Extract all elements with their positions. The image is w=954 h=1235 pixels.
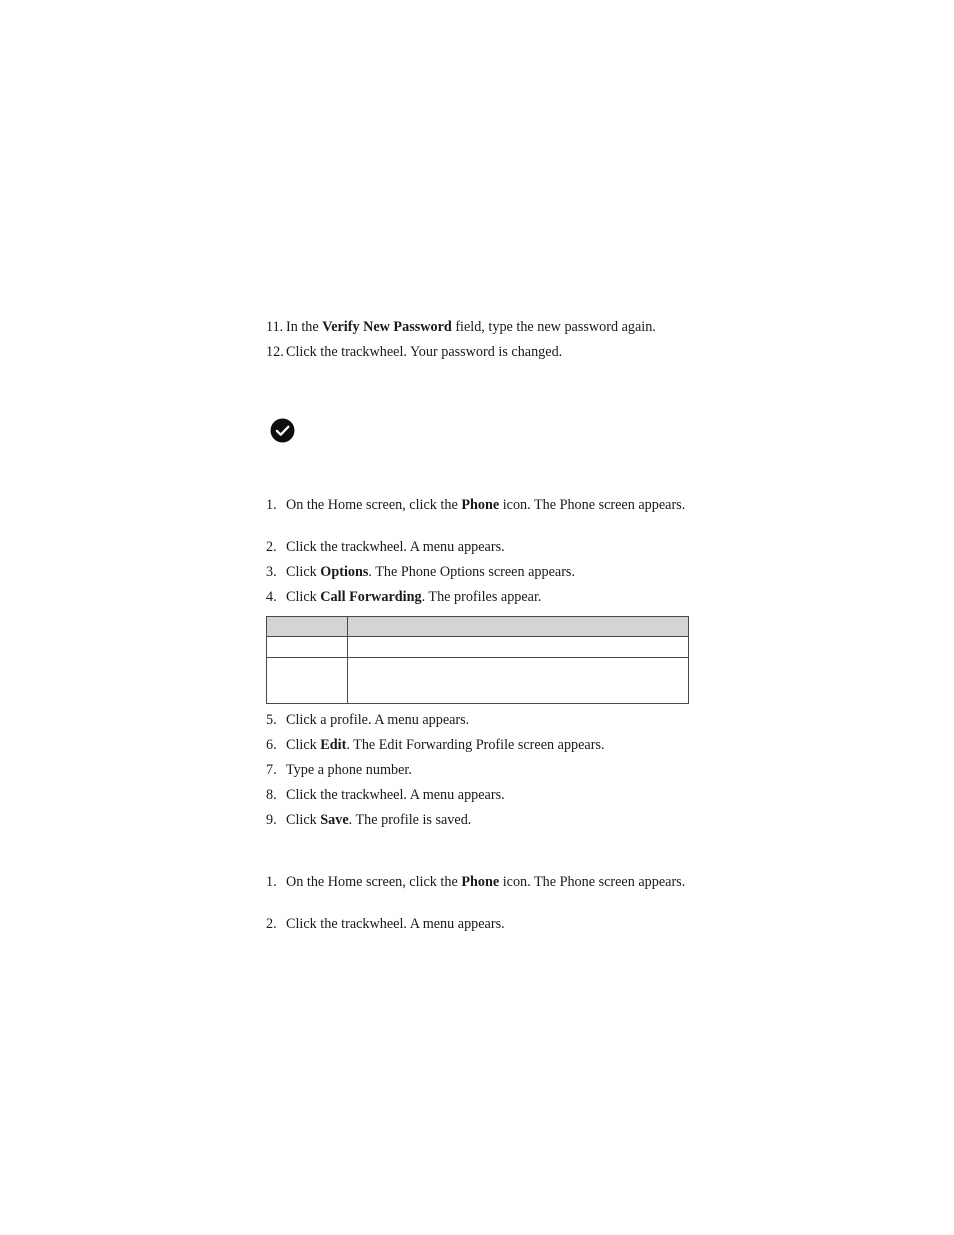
step-text: Click the trackwheel. Your password is changed.	[286, 344, 563, 360]
step-text: Click Edit. The Edit Forwarding Profile screen appears.	[286, 737, 605, 753]
step-item	[266, 787, 688, 804]
step-number: 5.	[266, 712, 277, 728]
step-item	[266, 874, 688, 891]
table-cell	[348, 658, 689, 704]
step-text: Click the trackwheel. A menu appears.	[286, 539, 505, 555]
step-number: 2.	[266, 539, 277, 555]
step-number: 7.	[266, 762, 277, 778]
step-item	[266, 319, 688, 336]
step-item	[266, 916, 688, 933]
step-text: Click a profile. A menu appears.	[286, 712, 470, 728]
step-text: Click Save. The profile is saved.	[286, 812, 472, 828]
ui-term: Call Forwarding	[320, 589, 422, 605]
step-text: Click the trackwheel. A menu appears.	[286, 787, 505, 803]
step-number: 9.	[266, 812, 277, 828]
step-item	[266, 564, 688, 581]
table-header-cell	[267, 617, 348, 637]
ui-term: Verify New Password	[322, 319, 452, 335]
step-item	[266, 497, 688, 514]
table-cell	[267, 637, 348, 658]
ui-term: Save	[320, 812, 349, 828]
step-number: 11.	[266, 319, 284, 335]
step-item	[266, 344, 688, 361]
step-item	[266, 737, 688, 754]
step-number: 12.	[266, 344, 284, 360]
step-item	[266, 812, 688, 829]
step-item	[266, 762, 688, 779]
step-number: 8.	[266, 787, 277, 803]
step-number: 1.	[266, 497, 277, 513]
step-text: Click Call Forwarding. The profiles appear.	[286, 589, 542, 605]
table-cell	[348, 637, 689, 658]
step-text: On the Home screen, click the Phone icon. The Phone screen appears.	[286, 874, 686, 890]
ui-term: Options	[320, 564, 369, 580]
ui-term: Phone	[461, 497, 500, 513]
step-number: 2.	[266, 916, 277, 932]
step-number: 3.	[266, 564, 277, 580]
table-header-row	[267, 617, 689, 637]
step-text: Click Options. The Phone Options screen appears.	[286, 564, 575, 580]
step-item	[266, 539, 688, 556]
ui-term: Edit	[320, 737, 347, 753]
step-number: 1.	[266, 874, 277, 890]
step-number: 4.	[266, 589, 277, 605]
ui-term: Phone	[461, 874, 500, 890]
profiles-table	[266, 616, 689, 704]
step-text: Type a phone number.	[286, 762, 412, 778]
table-header-cell	[348, 617, 689, 637]
step-item	[266, 589, 688, 606]
step-item	[266, 712, 688, 729]
step-text: On the Home screen, click the Phone icon. The Phone screen appears.	[286, 497, 686, 513]
table-row	[267, 637, 689, 658]
step-number: 6.	[266, 737, 277, 753]
step-text: In the Verify New Password field, type the new password again.	[286, 319, 656, 335]
step-text: Click the trackwheel. A menu appears.	[286, 916, 505, 932]
check-circle-icon	[270, 418, 295, 443]
table-row	[267, 658, 689, 704]
table-cell	[267, 658, 348, 704]
